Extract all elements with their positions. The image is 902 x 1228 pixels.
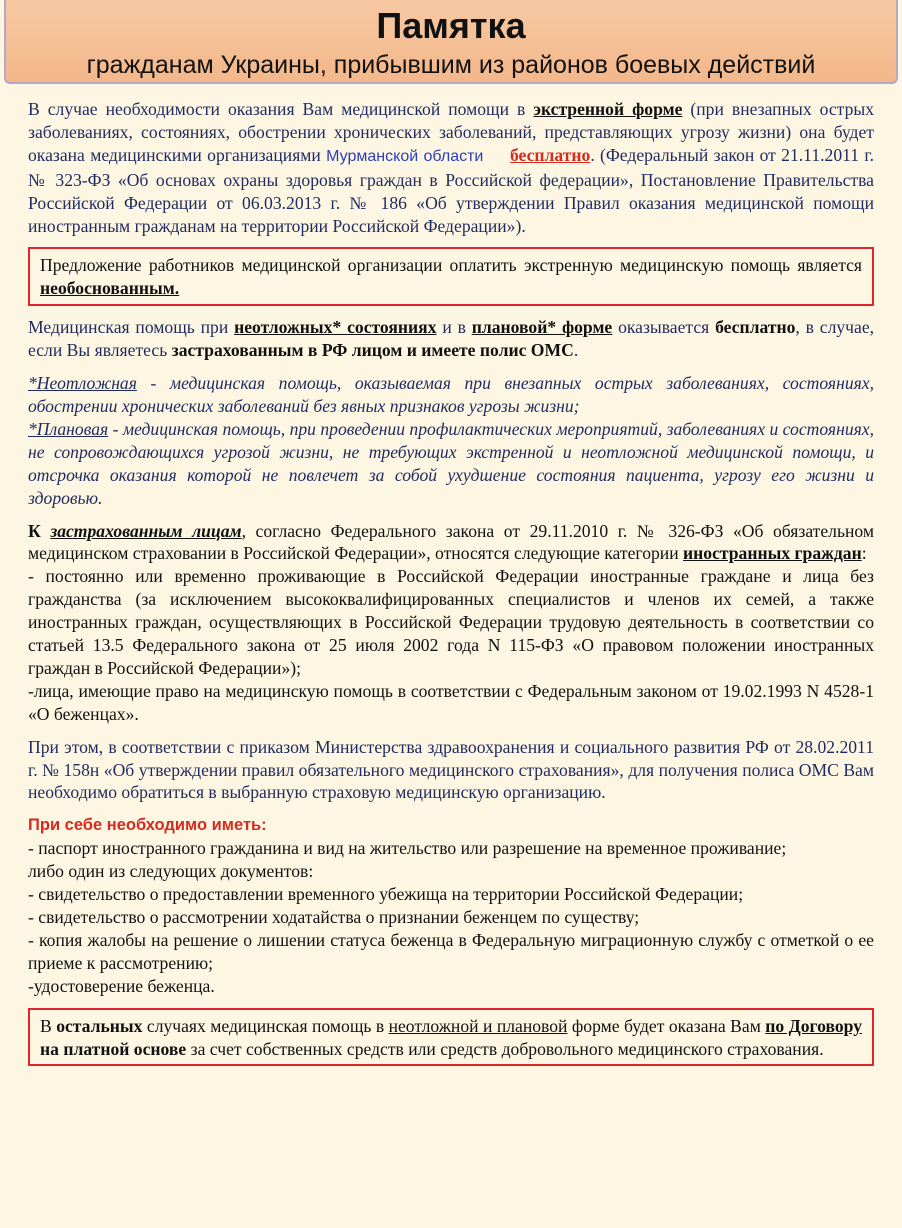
text-run: . (573, 340, 579, 361)
text-run: . (Федеральный закон от 21.11.2011 г. № 323-ФЗ «Об основах охраны здоровья граждан в Российской федерации», Постановление Правительства Российской Федерации от 06.03.2013 г. № 186 «Об утверждении Правил оказания медицинской помощи иностранным гражданам на территории Российской Федерации»). (28, 144, 875, 236)
text-run: за счет собственных средств или средств добровольного медицинского страхования. (186, 1038, 824, 1059)
list-item: либо один из следующих документов: (28, 861, 314, 882)
text-run: Медицинская помощь при (28, 317, 235, 338)
text-run: : (861, 543, 867, 564)
text-run: случаях медицинская помощь в (142, 1015, 389, 1036)
paid-care-notice (28, 1008, 874, 1067)
text-run: оказывается (612, 317, 716, 338)
required-documents-heading: При себе необходимо иметь: (28, 816, 267, 835)
text-run: Предложение работников медицинской организации оплатить экстренную медицинскую помощь является (40, 255, 862, 276)
text-run: , согласно Федерального закона от 29.11.2010 г. № 326-ФЗ «Об обязательном медицинском страховании в Российской Федерации», относятся следующие категории (28, 520, 874, 564)
text-run: К (28, 520, 51, 541)
insured-persons-term: застрахованным лицам (50, 520, 242, 541)
text-run: - медицинская помощь, при проведении профилактических мероприятий, заболеваниях и состояниях, не сопровождающихся угрозой жизни, не требующих экстренной и неотложной медицинской помощи, и отсрочка оказания которой не повлечет за собой ухудшение состояния пациента, угрозу его жизни и здоровью. (28, 418, 874, 508)
text-run: В случае необходимости оказания Вам медицинской помощи в (28, 99, 534, 119)
footnote-term: *Плановая (28, 418, 109, 439)
list-item: - свидетельство о предоставлении временного убежища на территории Российской Федерации; (28, 884, 744, 905)
free-of-charge-term: бесплатно (509, 144, 591, 165)
memo-body (28, 98, 874, 1066)
contract-term: по Договору (765, 1015, 862, 1036)
list-item: -удостоверение беженца. (28, 975, 215, 996)
text-run: форме будет оказана Вам (567, 1015, 766, 1036)
footnote-term: *Неотложная (28, 373, 137, 394)
insured-care-paragraph (28, 316, 874, 362)
header-banner (4, 0, 898, 84)
list-item: - постоянно или временно проживающие в Российской Федерации иностранные граждане и лица без гражданства (за исключением высококвалифицированных специалистов и членов их семей, а также иностранных граждан, осуществляющих в Российской Федерации трудовую деятельность в соответствии со статьей 13.5 Федерального закона от 25 июля 2002 года N 115-ФЗ «О правовом положении иностранных граждан в Российской Федерации»); (28, 566, 874, 678)
paid-basis-term: на платной основе (40, 1038, 187, 1059)
list-item: -лица, имеющие право на медицинскую помощь в соответствии с Федеральным законом от 19.02.1993 N 4528-1 «О беженцах». (28, 680, 874, 724)
foreign-citizens-term: иностранных граждан (683, 543, 862, 564)
text-run: , в случае, если Вы являетесь (28, 317, 875, 361)
list-item: - свидетельство о рассмотрении ходатайства о признании беженцем по существу; (28, 907, 640, 927)
text-run: - медицинская помощь, оказываемая при внезапных острых заболеваниях, состояниях, обострении хронических заболеваний без явных признаков угрозы жизни; (28, 373, 874, 416)
region-name: Мурманской области (326, 147, 484, 165)
page-subtitle: гражданам Украины, прибывшим из районов боевых действий (86, 51, 816, 79)
urgent-term: неотложных* состояниях (234, 317, 437, 338)
unjustified-payment-notice (28, 247, 874, 306)
other-cases-term: остальных (56, 1015, 143, 1036)
page-title: Памятка (376, 5, 526, 46)
planned-term: плановой* форме (471, 317, 613, 338)
text-run: и в (436, 317, 472, 338)
text-run: (при внезапных острых заболеваниях, состояниях, обострении хронических заболеваний, представляющих угрозу жизни) она будет оказана медицинскими организациями (28, 99, 874, 165)
footnote-urgent (28, 372, 874, 418)
urgent-planned-term: неотложной и плановой (388, 1015, 568, 1036)
text-run: В (40, 1015, 57, 1036)
list-item: - копия жалобы на решение о лишении статуса беженца в Федеральную миграционную службу с отметкой о ее приеме к рассмотрению; (28, 929, 874, 973)
emergency-paragraph (28, 98, 874, 237)
insured-persons-paragraph (28, 520, 874, 566)
free-term: бесплатно (715, 317, 796, 338)
oms-policy-paragraph: При этом, в соответствии с приказом Министерства здравоохранения и социального развития РФ от 28.02.2011 г. № 158н «Об утверждении правил обязательного медицинского страхования», для получения полиса ОМС Вам необходимо обратиться в выбранную страховую медицинскую организацию. (28, 736, 874, 803)
list-item: - паспорт иностранного гражданина и вид на жительство или разрешение на временное проживание; (28, 838, 787, 859)
oms-condition: застрахованным в РФ лицом и имеете полис ОМС (171, 340, 574, 361)
emergency-form-term: экстренной форме (533, 99, 683, 119)
footnote-planned (28, 418, 874, 510)
unjustified-term: необоснованным. (40, 278, 180, 299)
